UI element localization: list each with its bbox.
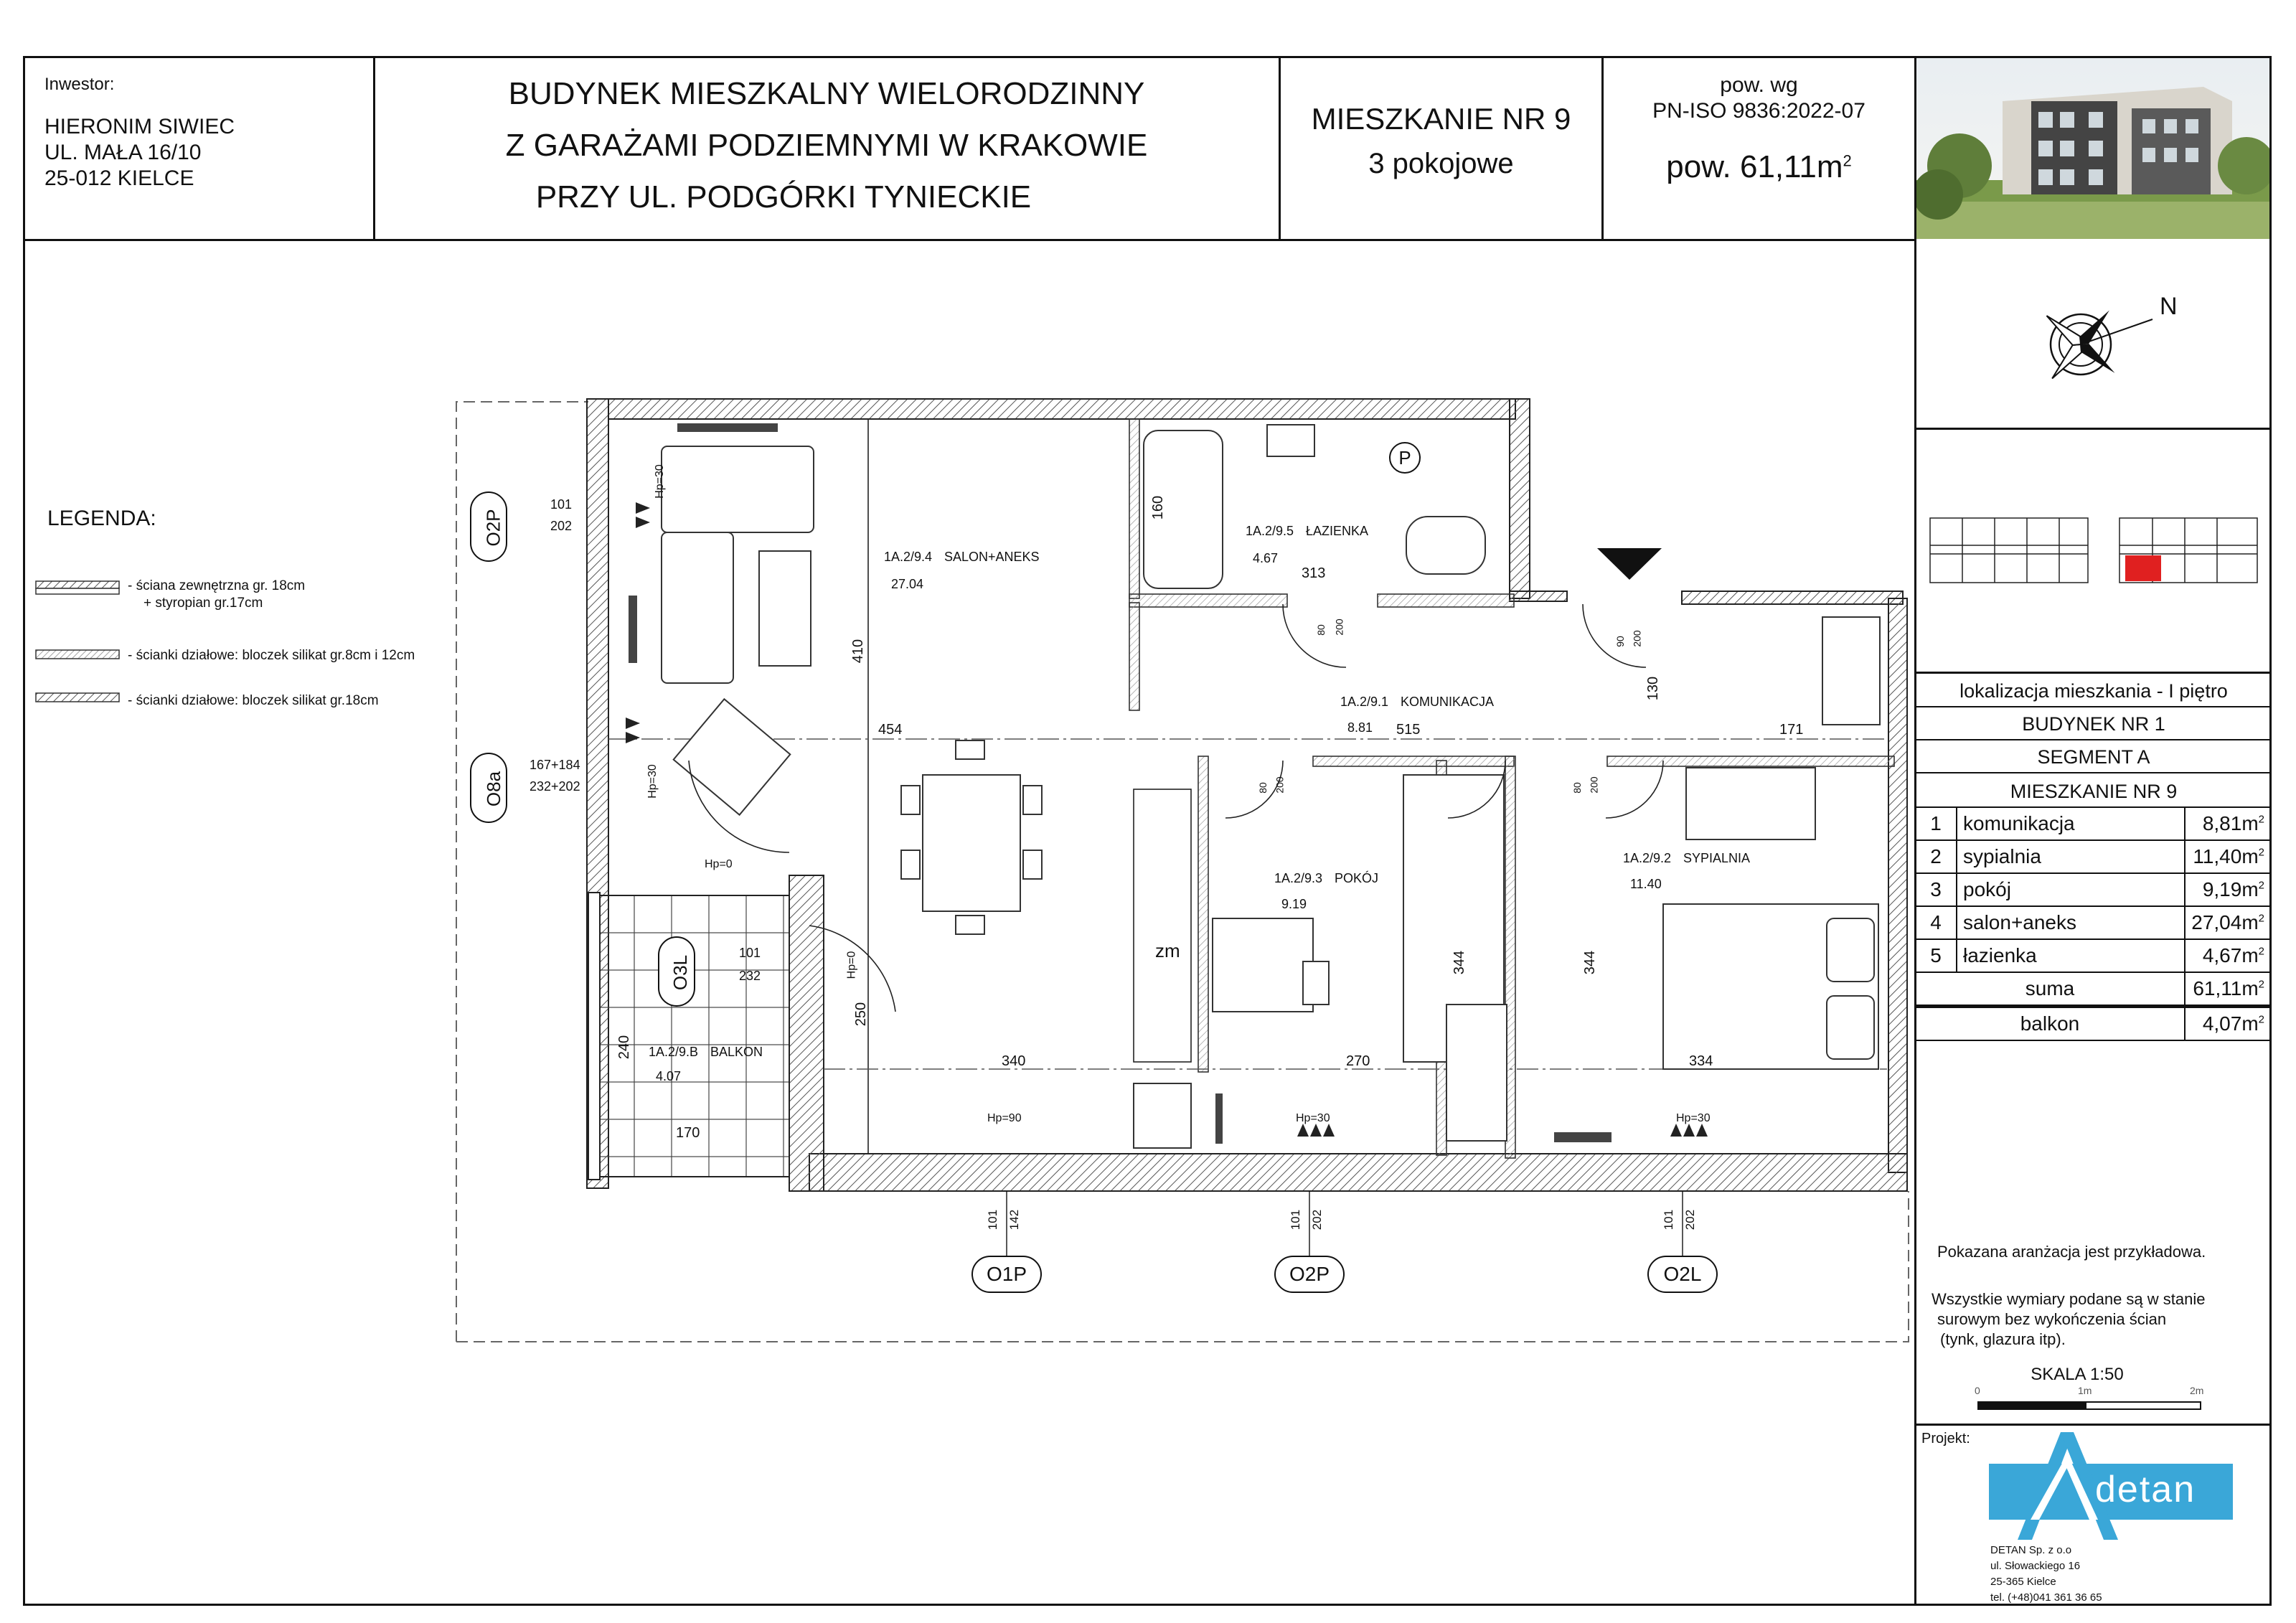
- room-bedroom-name: SYPIALNIA: [1683, 851, 1751, 865]
- hp-o2p-bottom: Hp=30: [1296, 1112, 1330, 1124]
- room-balcony-area: 4.07: [656, 1069, 682, 1083]
- area-row-name: pokój: [1957, 873, 2185, 906]
- door-bedroom-w: 80: [1571, 782, 1583, 794]
- company-name: DETAN Sp. z o.o: [1990, 1544, 2072, 1556]
- dim-515: 515: [1396, 722, 1421, 738]
- dim-170: 170: [676, 1125, 700, 1141]
- dim-171: 171: [1779, 722, 1804, 738]
- room-salon-code: 1A.2/9.4: [884, 550, 933, 564]
- window-o3l: O3L: [669, 954, 692, 991]
- room-hall-code: 1A.2/9.1: [1340, 695, 1389, 709]
- area-balcony-value: $4,07m^2$: [2185, 1007, 2271, 1041]
- window-o2p-left-w: 101: [550, 497, 573, 512]
- area-row-name: łazienka: [1957, 939, 2185, 972]
- compass-rose-icon: [2023, 287, 2167, 402]
- company-city: 25-365 Kielce: [1990, 1576, 2056, 1588]
- window-o8a-w: 167+184: [530, 758, 580, 772]
- area-row-value: $9,19m^2$: [2185, 873, 2271, 906]
- dim-250: 250: [853, 1002, 870, 1027]
- dim-344-hall: 344: [1582, 950, 1599, 975]
- area-row-no: 4: [1915, 906, 1957, 939]
- note-dims-1: Wszystkie wymiary podane są w stanie: [1932, 1290, 2206, 1308]
- building-title-line3: PRZY UL. PODGÓRKI TYNIECKIE: [535, 179, 1032, 215]
- room-bath-name: ŁAZIENKA: [1306, 524, 1369, 538]
- apartment-title: MIESZKANIE NR 9: [1311, 102, 1571, 136]
- dim-270: 270: [1346, 1053, 1370, 1069]
- hp-o2p-left: Hp=30: [653, 464, 666, 499]
- door-pokoj-h: 200: [1274, 776, 1286, 794]
- room-pokoj-name: POKÓJ: [1335, 871, 1379, 885]
- dim-340: 340: [1002, 1053, 1026, 1069]
- room-salon-area: 27.04: [891, 577, 924, 591]
- room-bath-code: 1A.2/9.5: [1246, 524, 1294, 538]
- location-divider: [1914, 672, 2272, 674]
- room-pokoj-code: 1A.2/9.3: [1274, 871, 1323, 885]
- area-row: [1915, 873, 2271, 906]
- label-zm: zm: [1155, 940, 1180, 961]
- building-render-image: [1916, 58, 2269, 239]
- dim-454: 454: [878, 722, 903, 738]
- room-bedroom-area: 11.40: [1630, 877, 1662, 891]
- window-o1p-h: 142: [1007, 1209, 1022, 1231]
- area-balcony-row: [1915, 1007, 2271, 1041]
- total-area-text: pow. 61,11m: [1666, 149, 1843, 184]
- company-street: ul. Słowackiego 16: [1990, 1560, 2081, 1572]
- window-o2l: O2L: [1663, 1263, 1702, 1285]
- legend-swatch-partition-thick: [36, 693, 119, 702]
- door-entry-w: 90: [1614, 636, 1626, 647]
- area-row: [1915, 939, 2271, 972]
- window-o2p-bottom-w: 101: [1289, 1209, 1303, 1231]
- door-bedroom-h: 200: [1588, 776, 1600, 794]
- area-row-value: $8,81m^2$: [2185, 807, 2271, 840]
- total-area-sup: 2: [1843, 151, 1852, 170]
- area-row-value: $4,67m^2$: [2185, 939, 2271, 972]
- kitchen-counter: [1134, 789, 1191, 1062]
- area-row-no: 3: [1915, 873, 1957, 906]
- scale-1m: 1m: [2078, 1385, 2092, 1396]
- window-o2p-bottom: O2P: [1289, 1263, 1330, 1285]
- door-bath-w: 80: [1314, 624, 1327, 636]
- dim-344-pokoj: 344: [1452, 950, 1468, 975]
- legend-item-1: - ściana zewnętrzna gr. 18cm: [128, 578, 306, 593]
- apartment-rooms: 3 pokojowe: [1368, 148, 1514, 179]
- window-o2p-bottom-h: 202: [1310, 1209, 1325, 1231]
- area-row-no: 1: [1915, 807, 1957, 840]
- investor-label: Inwestor:: [44, 75, 115, 94]
- note-arrangement: Pokazana aranżacja jest przykładowa.: [1937, 1243, 2206, 1261]
- window-o2p-left-h: 202: [550, 519, 573, 533]
- area-row-name: sypialnia: [1957, 840, 2185, 873]
- legend-item-3: - ścianki działowe: bloczek silikat gr.18cm: [128, 693, 379, 708]
- area-row-no: 2: [1915, 840, 1957, 873]
- hp-o1p: Hp=90: [987, 1112, 1022, 1124]
- area-row: [1915, 807, 2271, 840]
- window-o3l-h: 232: [739, 969, 761, 983]
- window-o8a-h: 232+202: [530, 779, 580, 794]
- total-area-value: [1604, 149, 1914, 185]
- dim-240: 240: [616, 1035, 633, 1060]
- legend-swatch-exterior: [36, 581, 119, 588]
- area-row-value: $11,40m^2$: [2185, 840, 2271, 873]
- area-row: [1915, 906, 2271, 939]
- key-plan-image: [1923, 509, 2267, 596]
- area-standard-label: pow. wg: [1720, 73, 1798, 97]
- area-row-no: 5: [1915, 939, 1957, 972]
- building-title-line2: Z GARAŻAMI PODZIEMNYMI W KRAKOWIE: [505, 128, 1148, 163]
- investor-city: 25-012 KIELCE: [44, 166, 194, 190]
- legend-swatches: [34, 574, 122, 703]
- door-pokoj-w: 80: [1256, 782, 1269, 794]
- scale-2m: 2m: [2190, 1385, 2204, 1396]
- header-divider: [23, 239, 1916, 241]
- note-dims-2: surowym bez wykończenia ścian: [1937, 1310, 2167, 1328]
- scale-0: 0: [1975, 1385, 1980, 1396]
- area-sum-label: suma: [1915, 972, 2185, 1007]
- investor-street: UL. MAŁA 16/10: [44, 141, 202, 164]
- hp-o2l: Hp=30: [1676, 1112, 1711, 1124]
- scale-label: SKALA 1:50: [2031, 1365, 2124, 1384]
- areas-table: [1914, 806, 2272, 1041]
- door-bath-h: 200: [1333, 618, 1345, 636]
- location-floor: lokalizacja mieszkania - I piętro: [1959, 680, 2228, 702]
- legend-title: LEGENDA:: [47, 507, 156, 530]
- room-pokoj-area: 9.19: [1281, 897, 1307, 911]
- note-dims-3: (tynk, glazura itp).: [1940, 1330, 2066, 1348]
- legend-item-2: - ścianki działowe: bloczek silikat gr.8cm i 12cm: [128, 648, 415, 663]
- location-segment: SEGMENT A: [2037, 746, 2150, 768]
- dim-130: 130: [1645, 676, 1662, 701]
- room-balcony-code: 1A.2/9.B: [649, 1045, 699, 1059]
- window-o1p-w: 101: [986, 1209, 1000, 1231]
- hp-o8a: Hp=30: [646, 764, 659, 799]
- dim-160: 160: [1150, 495, 1167, 520]
- dim-334: 334: [1689, 1053, 1713, 1069]
- row-line: [1914, 772, 2272, 773]
- area-standard-code: PN-ISO 9836:2022-07: [1652, 99, 1866, 123]
- location-apartment: MIESZKANIE NR 9: [2010, 781, 2178, 802]
- room-balcony-name: BALKON: [710, 1045, 763, 1059]
- room-bedroom-code: 1A.2/9.2: [1623, 851, 1672, 865]
- project-divider: [1914, 1424, 2272, 1426]
- floor-plan: [430, 387, 1923, 1363]
- legend-item-1b: + styropian gr.17cm: [144, 596, 263, 611]
- room-hall-name: KOMUNIKACJA: [1401, 695, 1495, 709]
- window-o2l-h: 202: [1683, 1209, 1698, 1231]
- window-o2l-w: 101: [1662, 1209, 1676, 1231]
- area-row: [1915, 840, 2271, 873]
- building-title-line1: BUDYNEK MIESZKALNY WIELORODZINNY: [508, 76, 1145, 111]
- area-balcony-label: balkon: [1915, 1007, 2185, 1041]
- dim-313: 313: [1302, 565, 1326, 581]
- area-row-name: salon+aneks: [1957, 906, 2185, 939]
- compass-divider: [1914, 428, 2272, 430]
- dim-410: 410: [850, 639, 867, 664]
- window-o3l-w: 101: [739, 946, 761, 960]
- entrance-arrow-icon: [1597, 548, 1662, 580]
- room-bath-area: 4.67: [1253, 551, 1279, 565]
- hp-o8a-door: Hp=0: [705, 858, 733, 870]
- legend-swatch-partition-thin: [36, 650, 119, 659]
- project-label: Projekt:: [1921, 1431, 1970, 1446]
- window-o2p-left: O2P: [482, 509, 504, 547]
- area-row-name: komunikacja: [1957, 807, 2185, 840]
- scale-bar: [1977, 1399, 2207, 1413]
- room-hall-area: 8.81: [1347, 720, 1373, 735]
- area-sum-value: $61,11m^2$: [2185, 972, 2271, 1007]
- door-entry-h: 200: [1631, 630, 1643, 647]
- area-sum-row: [1915, 972, 2271, 1007]
- window-o8a: O8a: [483, 771, 505, 807]
- north-label: N: [2160, 293, 2178, 320]
- row-line: [1914, 739, 2272, 740]
- location-building: BUDYNEK NR 1: [2022, 713, 2165, 735]
- window-o1p: O1P: [986, 1263, 1027, 1285]
- row-line: [1914, 706, 2272, 707]
- investor-name: HIERONIM SIWIEC: [44, 115, 235, 138]
- label-p: P: [1389, 442, 1421, 474]
- logo-text: detan: [2095, 1469, 2196, 1510]
- company-phone: tel. (+48)041 361 36 65: [1990, 1591, 2102, 1604]
- area-row-value: $27,04m^2$: [2185, 906, 2271, 939]
- room-salon-name: SALON+ANEKS: [944, 550, 1040, 564]
- hp-o3l: Hp=0: [845, 951, 858, 979]
